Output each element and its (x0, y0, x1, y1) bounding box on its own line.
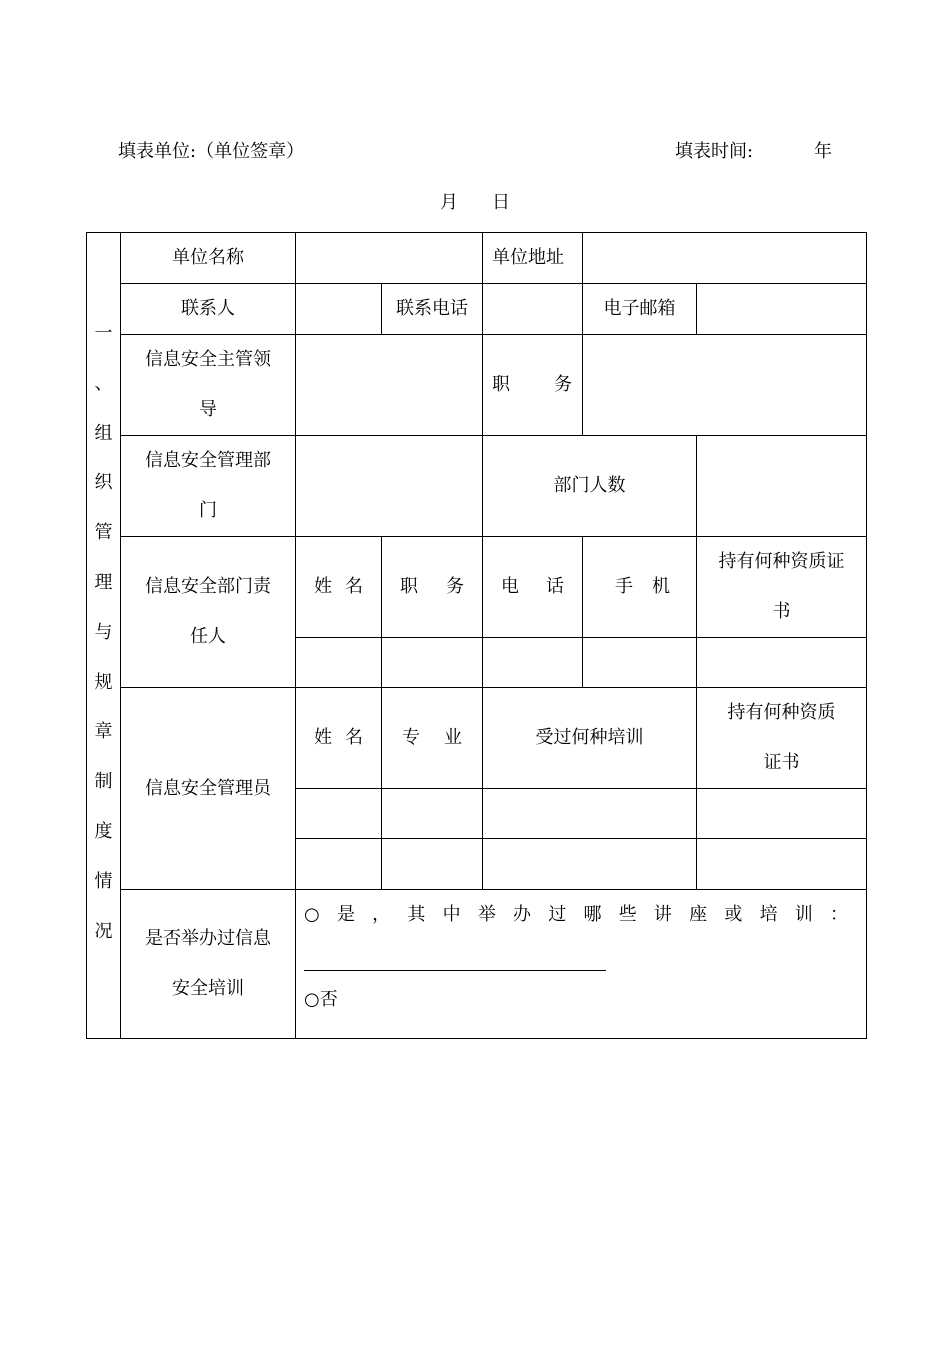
col-major-char-2: 业 (444, 727, 462, 748)
position-char-1: 职 (492, 374, 510, 395)
dept-label-line1: 信息安全管理部 (145, 450, 271, 471)
training-held-label (121, 890, 296, 1039)
col-position-char-1: 职 (400, 576, 418, 597)
position-field[interactable] (583, 335, 867, 436)
col-phone-char-1: 电 (501, 576, 519, 597)
resp-label (121, 537, 296, 688)
training-blank-line[interactable] (304, 950, 606, 971)
cert-header (697, 537, 867, 638)
admin-col-name-header (296, 688, 382, 789)
cert2-header-line2: 证书 (763, 752, 800, 773)
yes-option-char: 其 (407, 904, 426, 925)
col-phone-header (483, 537, 583, 638)
section-title-char: 理 (94, 571, 113, 593)
col-mobile-char-1: 手 (615, 576, 633, 597)
fill-unit-label: 填表单位:（单位签章） (118, 141, 305, 162)
col-major-header (382, 688, 483, 789)
contact-field[interactable] (296, 284, 382, 335)
section-title (87, 233, 121, 1039)
yes-option-char: 或 (724, 904, 743, 925)
unit-name-field[interactable] (296, 233, 483, 284)
cert2-header-line1: 持有何种资质 (727, 702, 836, 723)
cert2-header (697, 688, 867, 789)
resp-label-line2: 任人 (190, 626, 226, 647)
admin-training-field-2[interactable] (483, 839, 697, 890)
admin-training-field-1[interactable] (483, 789, 697, 839)
unit-address-label: 单位地址 (483, 233, 583, 284)
cert-header-line1: 持有何种资质证 (718, 551, 845, 572)
month-label: 月 (440, 192, 458, 213)
yes-option-char: 讲 (653, 904, 672, 925)
dept-count-field[interactable] (697, 436, 867, 537)
yes-option-char: 是 (336, 904, 355, 925)
contact-label: 联系人 (121, 284, 296, 335)
training-held-line1: 是否举办过信息 (145, 928, 271, 949)
resp-phone-field[interactable] (483, 638, 583, 688)
contact-phone-label: 联系电话 (382, 284, 483, 335)
section-title-char: 一 (94, 323, 113, 344)
col-major-char-1: 专 (402, 727, 420, 748)
position-char-2: 务 (554, 374, 572, 395)
yes-option-char: 些 (618, 904, 637, 925)
admin-major-field-1[interactable] (382, 789, 483, 839)
section-title-char: 组 (94, 422, 113, 444)
yes-option-char: ， (372, 904, 391, 925)
resp-cert-field[interactable] (697, 638, 867, 688)
yes-option[interactable] (304, 902, 848, 928)
yes-option-char: 举 (477, 904, 496, 925)
resp-mobile-field[interactable] (583, 638, 697, 688)
position-label (483, 335, 583, 436)
admin-col-name-char-1: 姓 (314, 727, 332, 748)
admin-major-field-2[interactable] (382, 839, 483, 890)
leader-label-line2: 导 (199, 399, 217, 420)
day-label: 日 (492, 192, 510, 213)
col-training-header: 受过何种培训 (483, 688, 697, 789)
admin-name-field-1[interactable] (296, 789, 382, 839)
admin-cert-field-2[interactable] (697, 839, 867, 890)
resp-position-field[interactable] (382, 638, 483, 688)
yes-option-char: 座 (689, 904, 708, 925)
yes-option-char: ： (830, 904, 848, 925)
admin-name-field-2[interactable] (296, 839, 382, 890)
info-form-table (86, 232, 867, 1039)
col-name-char-2: 名 (345, 576, 363, 597)
col-position-header (382, 537, 483, 638)
dept-label-line2: 门 (199, 500, 217, 521)
col-position-char-2: 务 (446, 576, 464, 597)
dept-field[interactable] (296, 436, 483, 537)
col-phone-char-2: 话 (546, 576, 564, 597)
section-title-char: 与 (94, 621, 113, 643)
col-name-char-1: 姓 (314, 576, 332, 597)
unit-name-label: 单位名称 (121, 233, 296, 284)
admin-col-name-char-2: 名 (345, 727, 363, 748)
training-held-field[interactable] (296, 890, 867, 1039)
col-mobile-header (583, 537, 697, 638)
section-title-char: 度 (94, 820, 113, 842)
unit-address-field[interactable] (583, 233, 867, 284)
yes-option-char: ○ (304, 904, 320, 925)
yes-option-char: 训 (794, 904, 813, 925)
section-title-text (87, 309, 120, 956)
email-field[interactable] (697, 284, 867, 335)
dept-count-label: 部门人数 (483, 436, 697, 537)
section-title-char: 、 (94, 372, 113, 394)
contact-phone-field[interactable] (483, 284, 583, 335)
yes-option-char: 培 (759, 904, 778, 925)
year-label: 年 (814, 141, 832, 162)
resp-label-line1: 信息安全部门责 (145, 576, 271, 597)
email-label: 电子邮箱 (583, 284, 697, 335)
leader-field[interactable] (296, 335, 483, 436)
col-mobile-char-2: 机 (652, 576, 670, 597)
yes-option-char: 过 (548, 904, 567, 925)
yes-option-char: 办 (513, 904, 532, 925)
leader-label-line1: 信息安全主管领 (145, 349, 271, 370)
col-name-header (296, 537, 382, 638)
resp-name-field[interactable] (296, 638, 382, 688)
section-title-char: 章 (94, 721, 113, 743)
section-title-char: 情 (94, 870, 113, 892)
section-title-char: 制 (94, 771, 113, 793)
leader-label (121, 335, 296, 436)
dept-label (121, 436, 296, 537)
section-title-char: 况 (94, 920, 113, 942)
training-held-line2: 安全培训 (172, 978, 244, 999)
yes-option-char: 中 (442, 904, 461, 925)
section-title-char: 规 (94, 671, 113, 693)
admin-cert-field-1[interactable] (697, 789, 867, 839)
fill-time-label: 填表时间: (675, 141, 754, 162)
yes-option-char: 哪 (583, 904, 602, 925)
section-title-char: 织 (94, 472, 113, 494)
cert-header-line2: 书 (772, 601, 791, 622)
admin-label: 信息安全管理员 (121, 688, 296, 890)
section-title-char: 管 (94, 522, 113, 544)
no-option[interactable]: ○否 (304, 989, 338, 1010)
